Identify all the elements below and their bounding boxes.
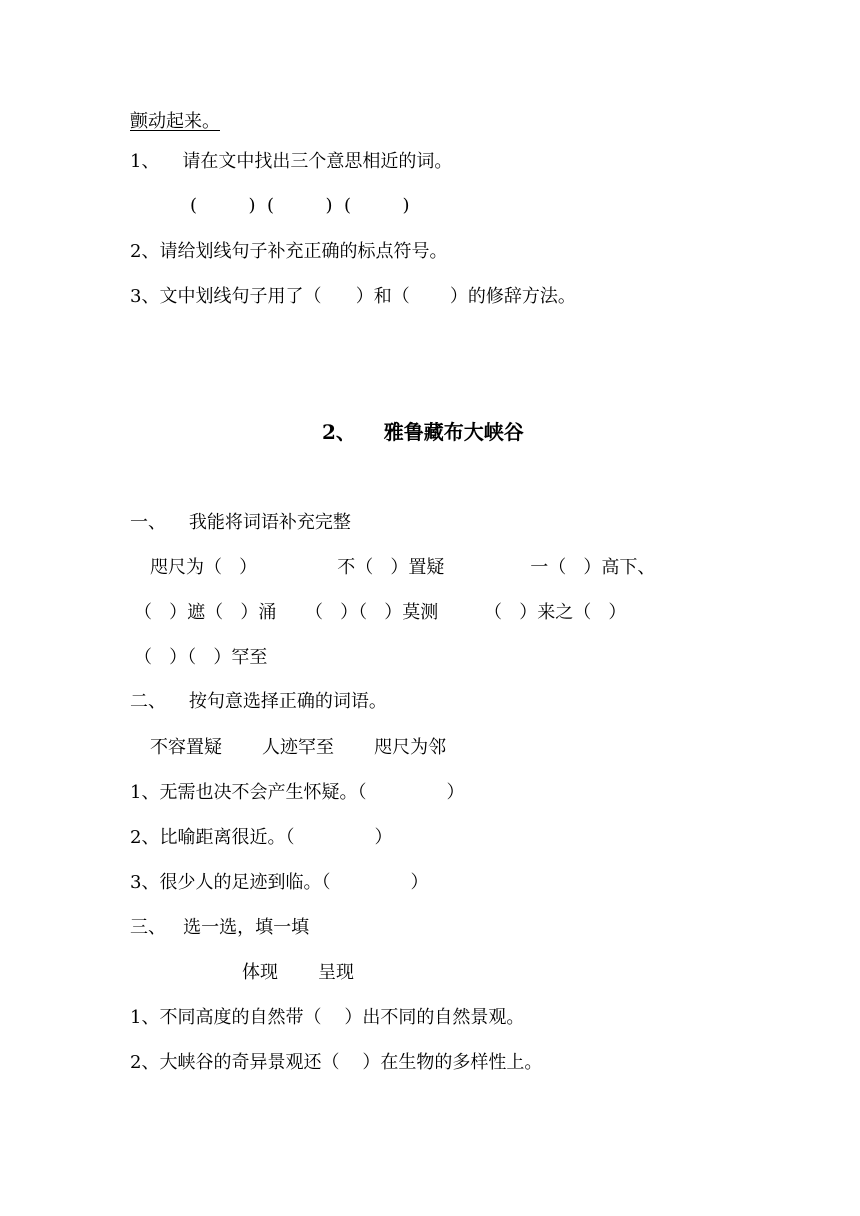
section-2-question-2: 2、比喻距离很近。（ ） bbox=[130, 827, 393, 848]
section-3-heading: 三、 选一选，填一填 bbox=[130, 917, 310, 938]
idiom-row-3: （ ）（ ）罕至 bbox=[134, 647, 268, 668]
idiom-row-2: （ ）遮（ ）涌 （ ）（ ）莫测 （ ）来之（ ） bbox=[134, 602, 627, 623]
section-3-choices: 体现 呈现 bbox=[242, 962, 355, 983]
idiom-row-1: 咫尺为（ ） 不（ ）置疑 一（ ）高下、 bbox=[150, 557, 656, 578]
section-3-question-2: 2、大峡谷的奇异景观还（ ）在生物的多样性上。 bbox=[130, 1052, 543, 1073]
section-3-question-1: 1、不同高度的自然带（ ）出不同的自然景观。 bbox=[130, 1007, 525, 1028]
section-2-heading: 二、 按句意选择正确的词语。 bbox=[130, 691, 387, 712]
lesson-title: 2、 雅鲁藏布大峡谷 bbox=[322, 420, 524, 444]
section-2-choices: 不容置疑 人迹罕至 咫尺为邻 bbox=[150, 737, 447, 758]
question-3: 3、文中划线句子用了（ ）和（ ）的修辞方法。 bbox=[130, 286, 576, 307]
question-2: 2、请给划线句子补充正确的标点符号。 bbox=[130, 241, 448, 262]
section-2-question-3: 3、很少人的足迹到临。（ ） bbox=[130, 872, 429, 893]
question-1: 1、 请在文中找出三个意思相近的词。 bbox=[130, 151, 453, 172]
underlined-fragment: 颤动起来。 bbox=[130, 111, 220, 132]
section-1-heading: 一、 我能将词语补充完整 bbox=[130, 512, 351, 533]
section-2-question-1: 1、无需也决不会产生怀疑。（ ） bbox=[130, 782, 465, 803]
question-1-blanks: ( ) ( ) ( ) bbox=[190, 195, 410, 216]
